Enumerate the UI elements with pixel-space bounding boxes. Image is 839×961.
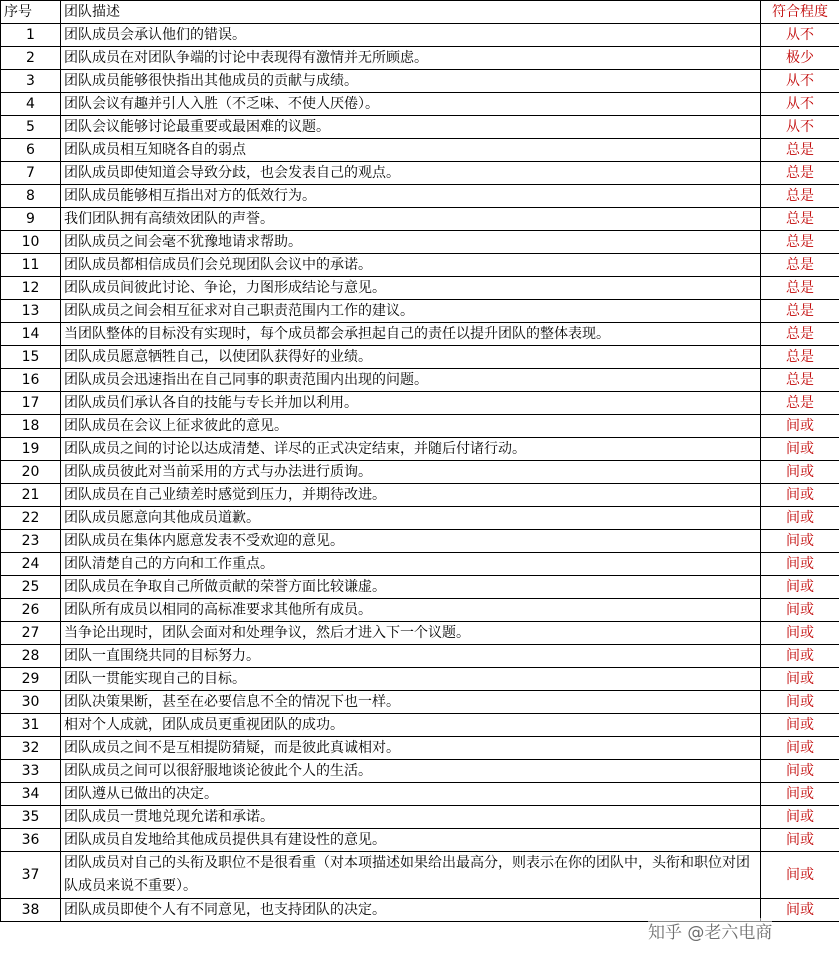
row-level: 总是 [761, 231, 839, 254]
row-description: 团队决策果断，甚至在必要信息不全的情况下也一样。 [61, 691, 761, 714]
row-level: 间或 [761, 668, 839, 691]
row-index: 4 [1, 93, 61, 116]
table-row [1, 70, 839, 93]
row-description: 团队成员会承认他们的错误。 [61, 24, 761, 47]
table-row [1, 530, 839, 553]
row-index: 27 [1, 622, 61, 645]
row-level: 间或 [761, 783, 839, 806]
table-row [1, 369, 839, 392]
row-index: 34 [1, 783, 61, 806]
table-row [1, 553, 839, 576]
row-description: 当团队整体的目标没有实现时，每个成员都会承担起自己的责任以提升团队的整体表现。 [61, 323, 761, 346]
table-row [1, 24, 839, 47]
row-index: 11 [1, 254, 61, 277]
table-row [1, 47, 839, 70]
row-description: 团队会议有趣并引人入胜（不乏味、不使人厌倦）。 [61, 93, 761, 116]
row-level: 间或 [761, 622, 839, 645]
table-row [1, 162, 839, 185]
row-level: 间或 [761, 461, 839, 484]
row-description: 团队成员都相信成员们会兑现团队会议中的承诺。 [61, 254, 761, 277]
row-level: 从不 [761, 70, 839, 93]
table-row [1, 461, 839, 484]
table-row [1, 392, 839, 415]
table-row [1, 576, 839, 599]
table-row [1, 737, 839, 760]
row-level: 间或 [761, 806, 839, 829]
row-level: 间或 [761, 530, 839, 553]
table-row [1, 852, 839, 899]
row-index: 18 [1, 415, 61, 438]
row-description: 团队遵从已做出的决定。 [61, 783, 761, 806]
row-description: 团队成员愿意向其他成员道歉。 [61, 507, 761, 530]
row-description: 团队成员即使知道会导致分歧，也会发表自己的观点。 [61, 162, 761, 185]
table-row [1, 346, 839, 369]
row-description: 团队成员一贯地兑现允诺和承诺。 [61, 806, 761, 829]
row-description: 团队成员愿意牺牲自己，以使团队获得好的业绩。 [61, 346, 761, 369]
table-row [1, 93, 839, 116]
table-body [1, 24, 839, 922]
table-row [1, 277, 839, 300]
row-description: 团队成员在对团队争端的讨论中表现得有激情并无所顾虑。 [61, 47, 761, 70]
row-description: 团队成员对自己的头衔及职位不是很看重（对本项描述如果给出最高分，则表示在你的团队中，头衔和职位对团队成员来说不重要）。 [61, 852, 761, 899]
row-description: 团队成员之间可以很舒服地谈论彼此个人的生活。 [61, 760, 761, 783]
row-description: 团队成员在会议上征求彼此的意见。 [61, 415, 761, 438]
row-index: 28 [1, 645, 61, 668]
row-level: 总是 [761, 369, 839, 392]
row-index: 19 [1, 438, 61, 461]
row-index: 14 [1, 323, 61, 346]
row-description: 团队一贯能实现自己的目标。 [61, 668, 761, 691]
row-description: 当争论出现时，团队会面对和处理争议，然后才进入下一个议题。 [61, 622, 761, 645]
row-index: 17 [1, 392, 61, 415]
row-index: 32 [1, 737, 61, 760]
row-level: 从不 [761, 24, 839, 47]
row-level: 间或 [761, 829, 839, 852]
row-index: 10 [1, 231, 61, 254]
row-level: 间或 [761, 760, 839, 783]
table-row [1, 323, 839, 346]
row-index: 23 [1, 530, 61, 553]
table-row [1, 806, 839, 829]
table-row [1, 599, 839, 622]
row-index: 13 [1, 300, 61, 323]
row-level: 从不 [761, 93, 839, 116]
row-description: 团队成员在争取自己所做贡献的荣誉方面比较谦虚。 [61, 576, 761, 599]
row-level: 总是 [761, 346, 839, 369]
row-level: 总是 [761, 392, 839, 415]
row-index: 6 [1, 139, 61, 162]
table-row [1, 783, 839, 806]
row-index: 26 [1, 599, 61, 622]
table-row [1, 645, 839, 668]
row-index: 29 [1, 668, 61, 691]
watermark: 知乎 @老六电商 [648, 918, 772, 943]
table-row [1, 438, 839, 461]
row-index: 20 [1, 461, 61, 484]
row-description: 团队成员能够相互指出对方的低效行为。 [61, 185, 761, 208]
row-description: 团队会议能够讨论最重要或最困难的议题。 [61, 116, 761, 139]
header-description: 团队描述 [61, 1, 761, 24]
row-level: 总是 [761, 185, 839, 208]
row-index: 22 [1, 507, 61, 530]
row-description: 团队成员在自己业绩差时感觉到压力，并期待改进。 [61, 484, 761, 507]
table-row [1, 254, 839, 277]
row-index: 25 [1, 576, 61, 599]
row-index: 1 [1, 24, 61, 47]
table-row [1, 208, 839, 231]
row-level: 总是 [761, 254, 839, 277]
row-description: 相对个人成就，团队成员更重视团队的成功。 [61, 714, 761, 737]
table-row [1, 139, 839, 162]
table-row [1, 507, 839, 530]
row-level: 间或 [761, 737, 839, 760]
row-level: 间或 [761, 415, 839, 438]
row-index: 12 [1, 277, 61, 300]
row-level: 间或 [761, 507, 839, 530]
row-index: 33 [1, 760, 61, 783]
row-level: 极少 [761, 47, 839, 70]
row-description: 团队成员之间会相互征求对自己职责范围内工作的建议。 [61, 300, 761, 323]
row-level: 总是 [761, 323, 839, 346]
table-row [1, 415, 839, 438]
table-row [1, 714, 839, 737]
row-index: 30 [1, 691, 61, 714]
row-index: 24 [1, 553, 61, 576]
row-index: 16 [1, 369, 61, 392]
row-index: 8 [1, 185, 61, 208]
row-level: 间或 [761, 691, 839, 714]
row-description: 团队成员们承认各自的技能与专长并加以利用。 [61, 392, 761, 415]
row-description: 团队清楚自己的方向和工作重点。 [61, 553, 761, 576]
header-index: 序号 [1, 1, 61, 24]
row-level: 间或 [761, 714, 839, 737]
row-description: 团队成员之间的讨论以达成清楚、详尽的正式决定结束，并随后付诸行动。 [61, 438, 761, 461]
row-level: 从不 [761, 116, 839, 139]
row-description: 团队成员自发地给其他成员提供具有建设性的意见。 [61, 829, 761, 852]
row-level: 总是 [761, 162, 839, 185]
row-index: 7 [1, 162, 61, 185]
header-level: 符合程度 [761, 1, 839, 24]
row-level: 间或 [761, 576, 839, 599]
row-description: 团队成员会迅速指出在自己同事的职责范围内出现的问题。 [61, 369, 761, 392]
row-description: 团队成员之间会毫不犹豫地请求帮助。 [61, 231, 761, 254]
row-level: 间或 [761, 899, 839, 922]
row-index: 37 [1, 852, 61, 899]
table-row [1, 691, 839, 714]
row-level: 间或 [761, 645, 839, 668]
row-description: 团队一直围绕共同的目标努力。 [61, 645, 761, 668]
row-index: 9 [1, 208, 61, 231]
row-index: 2 [1, 47, 61, 70]
table-row [1, 484, 839, 507]
row-index: 3 [1, 70, 61, 93]
table-row [1, 300, 839, 323]
row-index: 35 [1, 806, 61, 829]
table-row [1, 760, 839, 783]
row-level: 间或 [761, 484, 839, 507]
table-row [1, 185, 839, 208]
row-level: 间或 [761, 553, 839, 576]
row-level: 总是 [761, 208, 839, 231]
row-level: 总是 [761, 139, 839, 162]
row-index: 21 [1, 484, 61, 507]
row-description: 我们团队拥有高绩效团队的声誉。 [61, 208, 761, 231]
row-description: 团队所有成员以相同的高标准要求其他所有成员。 [61, 599, 761, 622]
row-description: 团队成员相互知晓各自的弱点 [61, 139, 761, 162]
row-index: 31 [1, 714, 61, 737]
table-row [1, 231, 839, 254]
row-description: 团队成员即使个人有不同意见，也支持团队的决定。 [61, 899, 761, 922]
table-row [1, 829, 839, 852]
header-row [1, 1, 839, 24]
row-level: 总是 [761, 300, 839, 323]
row-level: 总是 [761, 277, 839, 300]
row-description: 团队成员能够很快指出其他成员的贡献与成绩。 [61, 70, 761, 93]
row-level: 间或 [761, 852, 839, 899]
row-index: 36 [1, 829, 61, 852]
table-row [1, 116, 839, 139]
row-description: 团队成员在集体内愿意发表不受欢迎的意见。 [61, 530, 761, 553]
row-index: 15 [1, 346, 61, 369]
row-description: 团队成员彼此对当前采用的方式与办法进行质询。 [61, 461, 761, 484]
row-index: 5 [1, 116, 61, 139]
table-row [1, 622, 839, 645]
row-description: 团队成员间彼此讨论、争论，力图形成结论与意见。 [61, 277, 761, 300]
row-level: 间或 [761, 438, 839, 461]
row-index: 38 [1, 899, 61, 922]
row-description: 团队成员之间不是互相提防猜疑，而是彼此真诚相对。 [61, 737, 761, 760]
row-level: 间或 [761, 599, 839, 622]
table-row [1, 668, 839, 691]
